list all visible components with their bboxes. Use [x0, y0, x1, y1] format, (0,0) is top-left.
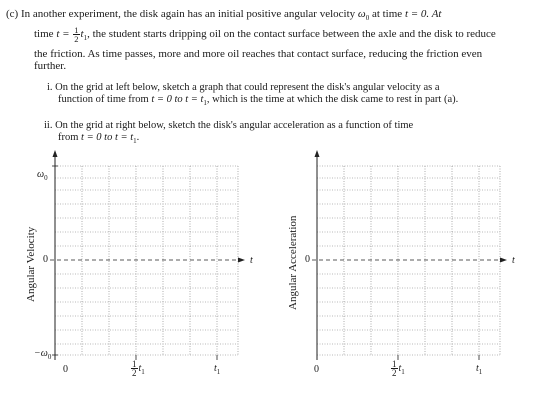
- x-t1-label: $t_1$: [214, 363, 221, 376]
- part-line-4: further.: [34, 60, 67, 72]
- angular-acceleration-axis-label: Angular Acceleration: [287, 215, 299, 310]
- x-zero-label: 0: [63, 364, 68, 375]
- one-half-fraction: $\frac{1}{2}$: [74, 25, 79, 44]
- y-zero-label: 0: [43, 254, 48, 265]
- omega-symbol: ω: [357, 8, 366, 20]
- item-i-line-2: function of time from t = 0 to $t = t_1$, which is the time at which the disk came to rest in part (a).: [58, 94, 459, 108]
- right-x-zero-label: 0: [314, 364, 319, 375]
- angular-velocity-axis-label: Angular Velocity: [25, 226, 37, 302]
- part-line-2: time t = $\frac{1}{2}$ $t_1$, the student starts dripping oil on the contact surface between the axle and the disk to reduce: [34, 25, 496, 44]
- right-x-t1-label: $t_1$: [476, 363, 483, 376]
- item-ii-line-2: from t = 0 to $t = t_1$.: [58, 132, 140, 146]
- right-y-zero-label: 0: [305, 254, 310, 265]
- t-axis-label: t: [250, 255, 253, 266]
- part-line-3: the friction. As time passes, more and more oil reaches that contact surface, reducing the friction even: [34, 48, 483, 60]
- part-intro-line: (c) In another experiment, the disk again has an initial positive angular velocity $\omega_0$ at time t = 0. At: [6, 8, 442, 23]
- part-label: (c): [6, 8, 19, 20]
- right-x-half-t1-label: $\frac{1}{2}$ $t_1$: [392, 359, 405, 378]
- item-i-line-1: i. On the grid at left below, sketch a graph that could represent the disk's angular velocity as a: [47, 82, 440, 93]
- y-omega0-label: $\omega_0$: [37, 169, 48, 182]
- x-half-t1-label: $\frac{1}{2}$ $t_1$: [132, 359, 145, 378]
- intro-text: In another experiment, the disk again has an initial positive angular velocity: [20, 8, 356, 20]
- angular-acceleration-grid[interactable]: [270, 148, 554, 403]
- right-t-axis-label: t: [512, 255, 515, 266]
- item-ii-line-1: ii. On the grid at right below, sketch the disk's angular acceleration as a function of time: [44, 120, 414, 131]
- y-neg-omega0-label: $-\omega_0$: [34, 348, 52, 361]
